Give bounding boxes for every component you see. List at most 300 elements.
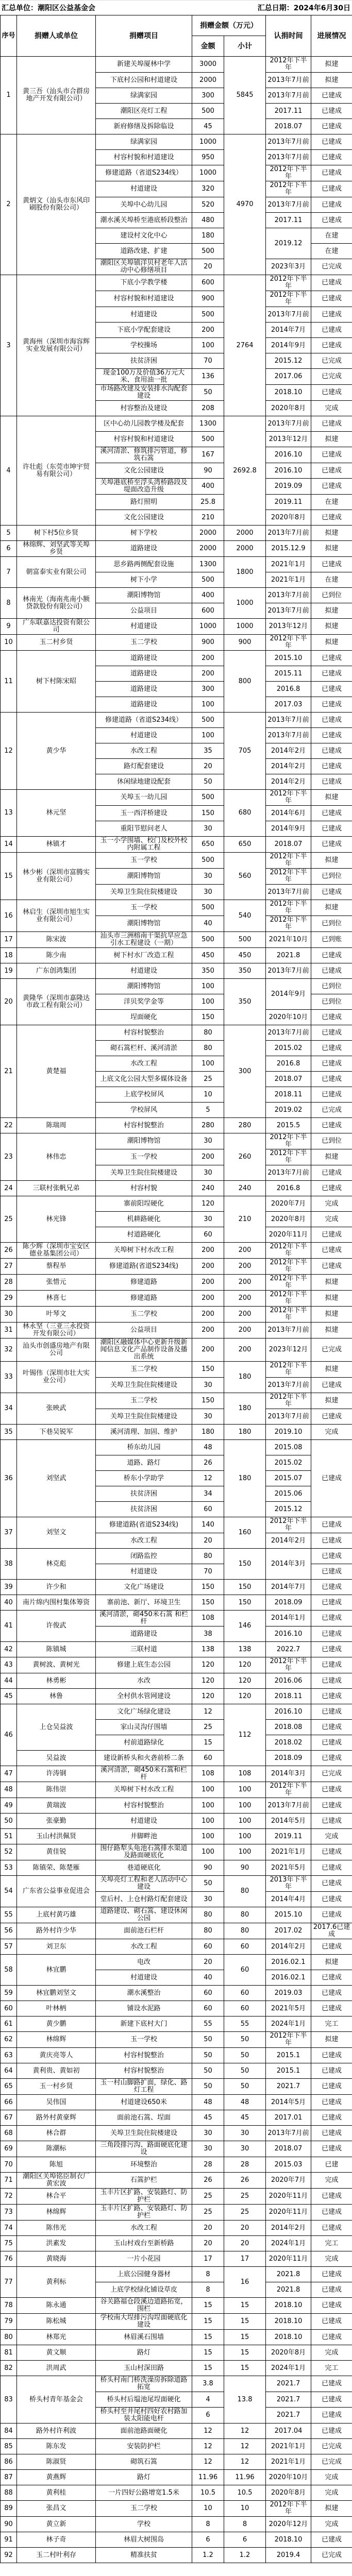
pledge-date: 2012年下半年 <box>266 1275 311 1291</box>
progress-status: 已完成 <box>311 1766 352 1782</box>
amount: 1300 <box>192 416 224 432</box>
progress-status: 完成 <box>311 1829 352 1844</box>
amount: 150 <box>192 1010 224 1025</box>
progress-status: 在建 <box>311 572 352 588</box>
table-row <box>1 1782 352 1798</box>
progress-status: 完成 <box>311 2345 352 2361</box>
subtotal: 120 <box>224 1689 266 1704</box>
project-name: 水改工程 <box>96 1056 192 1072</box>
donor-name: 张映武 <box>17 1393 96 1425</box>
table-row <box>1 2314 352 2330</box>
pledge-date: 2013年7月前 <box>266 1378 311 1393</box>
progress-status: 已建成 <box>311 1595 352 1611</box>
pledge-date: 2015.02 <box>266 1041 311 1056</box>
project-name: 面前池石篙、埕面 <box>96 2110 192 2126</box>
table-row <box>1 713 352 728</box>
project-name: 面前池路面硬化 <box>96 2424 192 2439</box>
pledge-date: 2020年11月 <box>266 2205 311 2221</box>
pledge-date: 2012年下半年 <box>266 1291 311 1307</box>
amount: 650 <box>192 837 224 853</box>
table-row <box>1 588 352 603</box>
progress-status: 已建成 <box>311 1580 352 1595</box>
subtotal: 11.96 <box>224 2470 266 2485</box>
subtotal: 16 <box>224 2267 266 2298</box>
table-row <box>1 1595 352 1611</box>
table-row <box>1 2517 352 2532</box>
pledge-date: 2015.1 <box>266 2063 311 2079</box>
subtotal: 350 <box>224 963 266 979</box>
progress-status: 已建成 <box>311 1907 352 1923</box>
pledge-date: 2018.10 <box>266 385 311 401</box>
subtotal: 48 <box>224 2095 266 2110</box>
progress-status: 已建成 <box>311 1892 352 1907</box>
amount: 350 <box>192 963 224 979</box>
project-name: 路灯照明 <box>96 495 192 510</box>
progress-status: 拟建 <box>311 1275 352 1291</box>
amount: 900 <box>192 635 224 651</box>
row-number: 73 <box>1 2205 17 2221</box>
subtotal: 800 <box>224 651 266 713</box>
subtotal: 30 <box>224 2141 266 2157</box>
project-name: 玉一学校 <box>96 900 192 916</box>
amount: 60 <box>192 1227 224 1243</box>
amount: 200 <box>192 651 224 666</box>
row-number: 50 <box>1 1814 17 1829</box>
amount: 26 <box>192 1455 224 1471</box>
row-number: 60 <box>1 2001 17 2016</box>
progress-status: 2017.6已建成 <box>311 1923 352 1939</box>
project-name: 修建道路(省道S234线) <box>96 1259 192 1275</box>
subtotal: 138 <box>224 1642 266 1657</box>
pledge-date: 2014年1月 <box>266 1611 311 1626</box>
pledge-date: 2013年7月前 <box>266 307 311 323</box>
subtotal: 210 <box>224 1196 266 1243</box>
table-row <box>1 948 352 963</box>
amount: 10 <box>192 1087 224 1103</box>
progress-status: 已建成 <box>311 197 352 213</box>
project-name: 桥东幼儿园 <box>96 1440 192 1455</box>
donor-name: 广东联嘉达投资有限公司 <box>17 619 96 635</box>
amount: 90 <box>192 463 224 479</box>
table-row <box>1 651 352 666</box>
donor-name: 黄文顺 <box>17 2345 96 2361</box>
row-number: 83 <box>1 2376 17 2424</box>
donor-name: 黄燕辉 <box>17 2470 96 2485</box>
donor-name: 林勇彬 <box>17 1673 96 1689</box>
subtotal: 705 <box>224 713 266 790</box>
row-number: 2 <box>1 134 17 275</box>
subtotal: 560 <box>224 853 266 900</box>
subtotal: 45 <box>224 2110 266 2126</box>
progress-status: 完成 <box>311 1212 352 1227</box>
table-row <box>1 1611 352 1626</box>
project-name: 潮水溪整治 <box>96 1986 192 2001</box>
project-name: 关埠亮灯工程和老人活动中心建设 <box>96 1876 192 1892</box>
progress-status: 拟建 <box>311 73 352 88</box>
project-name: 文化公园建设 <box>96 463 192 479</box>
pledge-date: 2018.08 <box>266 1720 311 1735</box>
row-number: 1 <box>1 57 17 134</box>
progress-status: 已建成 <box>311 2048 352 2063</box>
table-row <box>1 275 352 291</box>
amount: 500 <box>192 790 224 806</box>
table-body <box>1 57 352 2563</box>
table-row <box>1 1323 352 1338</box>
col-amount-group: 捐赠金额（万元） <box>192 15 266 36</box>
table-row <box>1 2032 352 2048</box>
project-name: 村前道路绿化 <box>96 1735 192 1751</box>
amount: 1.2 <box>192 2548 224 2563</box>
amount: 50 <box>192 1876 224 1892</box>
table-row <box>1 837 352 853</box>
row-number: 56 <box>1 1923 17 1939</box>
pledge-date: 2018.07 <box>266 837 311 853</box>
row-number: 17 <box>1 932 17 948</box>
subtotal: 200 <box>224 1259 266 1275</box>
amount: 30 <box>192 1133 224 1149</box>
row-number: 58 <box>1 1955 17 1986</box>
row-number: 36 <box>1 1440 17 1517</box>
progress-status: 已建成 <box>311 2267 352 2282</box>
subtotal: 180 <box>224 1440 266 1517</box>
project-name: 关埠港底桥至浮头湾桥路段及堤面改造升级 <box>96 479 192 495</box>
progress-status: 已建成 <box>311 323 352 338</box>
progress-status: 已建成 <box>311 1814 352 1829</box>
table-row <box>1 2001 352 2016</box>
donor-name: 陈潮标 <box>17 2141 96 2157</box>
project-name: 水改工程 <box>96 1533 192 1549</box>
row-number: 51 <box>1 1829 17 1844</box>
subtotal: 650 <box>224 837 266 853</box>
amount: 2000 <box>192 73 224 88</box>
project-name: 修建道路（省道S234线） <box>96 713 192 728</box>
progress-status: 完成 <box>311 2517 352 2532</box>
progress-status: 已建成 <box>311 1181 352 1196</box>
progress-status: 已建成 <box>311 651 352 666</box>
row-number: 48 <box>1 1782 17 1798</box>
amount: 30 <box>192 869 224 885</box>
project-name: 玉丰片区扩路、安装路灯、防护栏 <box>96 2205 192 2221</box>
table-row <box>1 2063 352 2079</box>
pledge-date: 2013年7月前 <box>266 1798 311 1814</box>
subtotal: 25 <box>224 2205 266 2221</box>
amount: 55 <box>192 2016 224 2032</box>
pledge-date: 2018.11 <box>266 1689 311 1704</box>
progress-status: 已到位 <box>311 588 352 603</box>
summary-date: 汇总日期：2024年6月30日 <box>257 4 350 12</box>
progress-status: 已完成 <box>311 369 352 385</box>
subtotal: 13.8 <box>224 2376 266 2424</box>
donor-name: 叶锡伟（深圳市壮大实业公司） <box>17 1362 96 1393</box>
pledge-date: 2012年下半年 <box>266 916 311 932</box>
progress-status: 已建成 <box>311 1072 352 1087</box>
row-number: 28 <box>1 1275 17 1291</box>
amount: 6 <box>192 2532 224 2548</box>
donor-name: 玉二村叶利存 <box>17 2548 96 2563</box>
pledge-date: 2020年7月 <box>266 2173 311 2189</box>
pledge-date: 2021.8 <box>266 948 311 963</box>
amount: 20 <box>192 1955 224 1970</box>
progress-status: 已建成 <box>311 447 352 463</box>
row-number: 68 <box>1 2126 17 2141</box>
progress-status: 已建成 <box>311 119 352 134</box>
pledge-date: 2021.7 <box>266 2392 311 2408</box>
table-row <box>1 1338 352 1362</box>
project-name: 村容村貌和村道建设 <box>96 291 192 307</box>
pledge-date: 2019.11 <box>266 495 311 510</box>
donor-name: 广东省公益事业促进会 <box>17 1876 96 1907</box>
pledge-date: 2021年5月 <box>266 2001 311 2016</box>
pledge-date: 2014年2月 <box>266 774 311 790</box>
pledge-date: 2012年下半年 <box>266 1657 311 1673</box>
donor-name: 黄佳锐 <box>17 1844 96 1860</box>
pledge-date: 2014年9月 <box>266 338 311 353</box>
row-number: 38 <box>1 1549 17 1580</box>
table-row <box>1 541 352 557</box>
pledge-date: 2012年下半年 <box>266 1393 311 1409</box>
amount: 138 <box>192 1642 224 1657</box>
amount: 50 <box>192 774 224 790</box>
project-name: 三联村道 <box>96 1642 192 1657</box>
pledge-date: 2012年下半年 <box>266 900 311 916</box>
row-number: 41 <box>1 1611 17 1642</box>
pledge-date: 2012年下半年 <box>266 181 311 197</box>
project-name: 电改 <box>96 1955 192 1970</box>
row-number: 32 <box>1 1338 17 1362</box>
pledge-date: 2017.06 <box>266 369 311 385</box>
progress-status: 已建成 <box>311 821 352 837</box>
project-name: 环境整治 <box>96 2157 192 2173</box>
table-row <box>1 900 352 916</box>
donor-name: 林光锋 <box>17 1196 96 1243</box>
progress-status: 拟建 <box>311 635 352 651</box>
project-name: 村道建设 <box>96 1970 192 1986</box>
project-name: 铺设水泥路 <box>96 2001 192 2016</box>
amount: 50 <box>192 385 224 401</box>
donor-name: 黄晓海 <box>17 2251 96 2267</box>
project-name: 扶贫济困 <box>96 1502 192 1517</box>
amount: 300 <box>192 682 224 697</box>
row-number: 89 <box>1 2501 17 2517</box>
amount: 120 <box>192 1689 224 1704</box>
progress-status: 拟建 <box>311 603 352 619</box>
progress-status: 完成 <box>311 401 352 416</box>
row-number: 23 <box>1 1133 17 1181</box>
donor-name: 路外村许利波 <box>17 2424 96 2439</box>
project-name: 路灯 <box>96 2345 192 2361</box>
row-number: 80 <box>1 2330 17 2345</box>
table-row <box>1 2079 352 2095</box>
row-number: 20 <box>1 979 17 1025</box>
donor-name: 上仓吴益波 <box>17 1704 96 1751</box>
pledge-date: 2014年7月 <box>266 1580 311 1595</box>
pledge-date: 2014年9月 <box>266 821 311 837</box>
project-name: 埕面硬化 <box>96 1010 192 1025</box>
donor-name: 林绵辉、刘坚武等关埠乡贤 <box>17 541 96 557</box>
project-name: 玉一学校 <box>96 1149 192 1165</box>
amount: 80 <box>192 1549 224 1564</box>
progress-status: 已建成 <box>311 134 352 150</box>
progress-status: 已建成 <box>311 104 352 119</box>
table-row <box>1 1440 352 1455</box>
table-row <box>1 1425 352 1440</box>
project-name: 修建道路(省道S234线) <box>96 1517 192 1533</box>
pledge-date: 2015.10 <box>266 1907 311 1923</box>
progress-status: 已建成 <box>311 1041 352 1056</box>
project-name: 现金100万及价值36万元大米、食用油一批 <box>96 369 192 385</box>
amount: 1000 <box>192 165 224 181</box>
progress-status: 已建成 <box>311 728 352 743</box>
donor-name: 广东创鸿集团 <box>17 963 96 979</box>
progress-status: 已建成 <box>311 1549 352 1564</box>
project-name: 建设村文化中心 <box>96 228 192 244</box>
pledge-date: 2013年7月前 <box>266 1165 311 1181</box>
project-name: 潮阳博物馆 <box>96 979 192 994</box>
progress-status: 已建成 <box>311 275 352 291</box>
amount: 20 <box>192 2221 224 2236</box>
donor-name: 路外村黄豪辉 <box>17 2110 96 2126</box>
progress-status: 已建成 <box>311 557 352 572</box>
subtotal: 15 <box>224 2345 266 2361</box>
col-project: 捐赠项目 <box>96 15 192 57</box>
pledge-date: 2019.11 <box>266 1829 311 1844</box>
amount: 20 <box>192 1533 224 1549</box>
project-name: 关埠卫生院住院楼建设 <box>96 1378 192 1393</box>
donor-name: 林启生（深圳市旭生实业有限公司） <box>17 900 96 932</box>
pledge-date: 2015.1 <box>266 2048 311 2063</box>
table-row <box>1 2532 352 2548</box>
pledge-date: 2017.11 <box>266 213 311 228</box>
pledge-date: 2015.12 <box>266 353 311 369</box>
project-name: 巷道硬底化 <box>96 1860 192 1876</box>
table-row <box>1 635 352 651</box>
project-name: 道路建设 <box>96 682 192 697</box>
donor-name: 林宜鹏刘坚文 <box>17 1986 96 2001</box>
pledge-date: 2018.07 <box>266 119 311 134</box>
amount: 1000 <box>192 619 224 635</box>
table-row <box>1 2251 352 2267</box>
donor-name: 林伟忠 <box>17 1133 96 1181</box>
pledge-date: 2021年1月 <box>266 1844 311 1860</box>
subtotal: 55 <box>224 2016 266 2032</box>
donor-name: 林镇才 <box>17 837 96 853</box>
row-number: 22 <box>1 1118 17 1133</box>
amount: 35 <box>192 743 224 759</box>
project-name: 道路改建、扩建 <box>96 244 192 259</box>
amount: 100 <box>192 338 224 353</box>
subtotal: 50 <box>224 2032 266 2048</box>
subtotal: 150 <box>224 1595 266 1611</box>
amount: 450 <box>192 948 224 963</box>
amount: 8 <box>192 2282 224 2298</box>
progress-status: 已建成 <box>311 1876 352 1892</box>
amount: 1000 <box>192 134 224 150</box>
progress-status: 在建 <box>311 244 352 259</box>
progress-status: 已建成 <box>311 1025 352 1041</box>
pledge-date: 2020年11月 <box>266 1227 311 1243</box>
project-name: 村容村貌整治 <box>96 1025 192 1041</box>
progress-status: 拟建 <box>311 1955 352 1970</box>
pledge-date: 2012年下半年 <box>266 1149 311 1165</box>
project-name: 文化广场绿化建设 <box>96 1704 192 1720</box>
col-donor: 捐赠人或单位 <box>17 15 96 57</box>
project-name: 村道建设 <box>96 619 192 635</box>
table-row <box>1 2095 352 2110</box>
project-name: 一片四好公路增宽1.5米 <box>96 2485 192 2501</box>
row-number: 72 <box>1 2189 17 2205</box>
pledge-date: 2020年11月 <box>266 2189 311 2205</box>
project-name: 休闲绿地建设配套 <box>96 774 192 790</box>
project-name: 新府修缮及拆除临设 <box>96 119 192 134</box>
table-row <box>1 1393 352 1409</box>
amount: 120 <box>192 1673 224 1689</box>
row-number: 16 <box>1 900 17 932</box>
subtotal: 100 <box>224 1844 266 1860</box>
project-name: 新建关埠厦林中学 <box>96 57 192 73</box>
project-name: 机耕路硬化 <box>96 1212 192 1227</box>
pledge-date: 2012年下半年 <box>266 869 311 885</box>
progress-status: 已建成 <box>311 2408 352 2424</box>
table-row <box>1 134 352 150</box>
pledge-date: 2012年下半年 <box>266 1243 311 1259</box>
progress-status: 已建成 <box>311 1243 352 1259</box>
pledge-date: 2016.8 <box>266 682 311 697</box>
amount: 200 <box>192 1338 224 1362</box>
amount: 150 <box>192 806 224 821</box>
pledge-date: 2017.03 <box>266 697 311 713</box>
progress-status: 拟建 <box>311 57 352 73</box>
table-row <box>1 1673 352 1689</box>
pledge-date: 2013年7月前 <box>266 88 311 104</box>
subtotal: 540 <box>224 900 266 932</box>
subtotal: 1000 <box>224 588 266 619</box>
subtotal: 60 <box>224 2001 266 2016</box>
pledge-date: 2021.7 <box>266 2079 311 2095</box>
project-name: 关埠卫生院住院楼建设 <box>96 885 192 900</box>
amount: 15 <box>192 2361 224 2376</box>
progress-status: 已建成 <box>311 2314 352 2330</box>
pledge-date: 2012年下半年 <box>266 275 311 291</box>
project-name: 关埠玉一幼儿园 <box>96 790 192 806</box>
subtotal: 12 <box>224 2439 266 2454</box>
table-row <box>1 1955 352 1970</box>
project-name: 玉山村戏台至新桥路 <box>96 2236 192 2251</box>
report-header <box>0 0 352 15</box>
project-name: 村道建设 <box>96 728 192 743</box>
subtotal: 15 <box>224 2314 266 2330</box>
donor-name: 林子奇 <box>17 2532 96 2548</box>
pledge-date: 2012年下半年 <box>266 790 311 806</box>
progress-status: 已建成 <box>311 1844 352 1860</box>
donor-name: 朝富泰实业有限公司 <box>17 557 96 588</box>
subtotal: 500 <box>224 932 266 948</box>
progress-status: 已建成 <box>311 1970 352 1986</box>
amount: 600 <box>192 275 224 291</box>
progress-status: 已到账 <box>311 932 352 948</box>
project-name: 道路建设 <box>96 1626 192 1642</box>
project-name: 下底小学配套建设 <box>96 323 192 338</box>
row-number: 30 <box>1 1307 17 1323</box>
pledge-date: 2014年2月 <box>266 1939 311 1955</box>
progress-status: 已建成 <box>311 88 352 104</box>
pledge-date: 2018.10 <box>266 2314 311 2330</box>
table-row <box>1 2548 352 2563</box>
amount: 12 <box>192 1704 224 1720</box>
progress-status: 已到位 <box>311 994 352 1010</box>
project-name: 闭路监控 <box>96 1549 192 1564</box>
donor-name: 三联村张帆兄弟 <box>17 1181 96 1196</box>
pledge-date: 2024年1月 <box>266 2016 311 2032</box>
